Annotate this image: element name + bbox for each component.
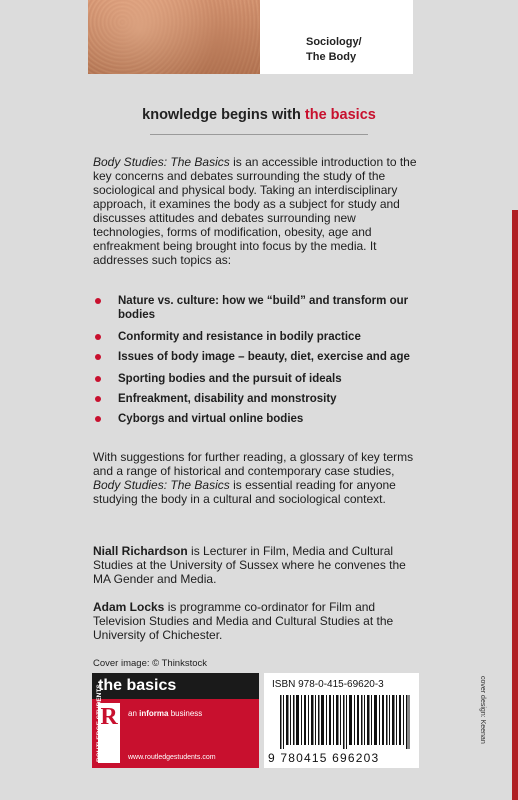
tagline-divider (150, 134, 368, 135)
author-name: Niall Richardson (93, 544, 188, 558)
intro-text: is an accessible introduction to the key concerns and debates surrounding the study of the sociological and physical body. Taking an interdisciplinary approach, it examines the body as a subject for study and discusses attitudes and debates surrounding new technologies, forms of modification, obesity, age and enfreakment being brought into focus by the media. It addresses such topics as: (93, 155, 417, 267)
series-tagline (0, 107, 518, 123)
bullet-icon (95, 298, 101, 304)
subject-line-1: Sociology/ (306, 36, 362, 48)
bullet-icon (95, 334, 101, 340)
cover-image-credit: Cover image: © Thinkstock (93, 658, 208, 669)
spine-edge-strip (512, 210, 518, 800)
bullet-icon (95, 416, 101, 422)
list-item: Sporting bodies and the pursuit of ideals (93, 372, 423, 386)
barcode-graphic (280, 695, 410, 749)
list-item: Conformity and resistance in bodily practice (93, 330, 423, 344)
list-item: Issues of body image – beauty, diet, exercise and age (93, 350, 423, 364)
bullet-icon (95, 396, 101, 402)
isbn-barcode-panel (264, 673, 419, 768)
list-item: Enfreakment, disability and monstrosity (93, 392, 423, 406)
series-logo: the basics (92, 673, 259, 699)
routledge-wordmark: ROUTLEDGE STUDENTS (96, 684, 103, 762)
author-bio (93, 544, 419, 586)
informa-business-text: an informa business (128, 709, 203, 718)
author-bio-text: is programme co-ordinator for Film and Television Studies and Media and Cultural Studies at the University of Chichester. (93, 600, 394, 642)
tagline-lead: knowledge begins with (142, 107, 305, 123)
book-title: Body Studies: The Basics (93, 478, 230, 492)
topic-list (93, 294, 423, 426)
barcode-digits: 9 780415 696203 (268, 751, 380, 765)
author-name: Adam Locks (93, 600, 165, 614)
cover-skin-photo (88, 0, 260, 74)
tagline-accent: the basics (304, 107, 376, 123)
isbn-label: ISBN 978-0-415-69620-3 (272, 679, 384, 690)
cover-design-credit: cover design: Keenan (479, 676, 486, 744)
routledge-r-icon: R (98, 703, 120, 763)
author-bio-text: is Lecturer in Film, Media and Cultural Studies at the University of Sussex where he convenes the MA Gender and Media. (93, 544, 406, 586)
closing-lead: With suggestions for further reading, a glossary of key terms and a range of historical and contemporary case studies, (93, 450, 414, 478)
bullet-icon (95, 354, 101, 360)
list-item: Nature vs. culture: how we “build” and transform our bodies (93, 294, 423, 322)
intro-paragraph (93, 155, 419, 267)
publisher-website: www.routledgestudents.com (128, 754, 216, 761)
closing-tail: is essential reading for anyone studying the body in a cultural and sociological context. (93, 478, 396, 506)
publisher-logo-panel (92, 673, 259, 768)
subject-category-box (260, 0, 413, 74)
subject-line-2: The Body (306, 51, 357, 63)
list-item: Cyborgs and virtual online bodies (93, 412, 423, 426)
bullet-icon (95, 376, 101, 382)
author-bio (93, 600, 419, 642)
book-title: Body Studies: The Basics (93, 155, 230, 169)
closing-paragraph (93, 450, 419, 506)
